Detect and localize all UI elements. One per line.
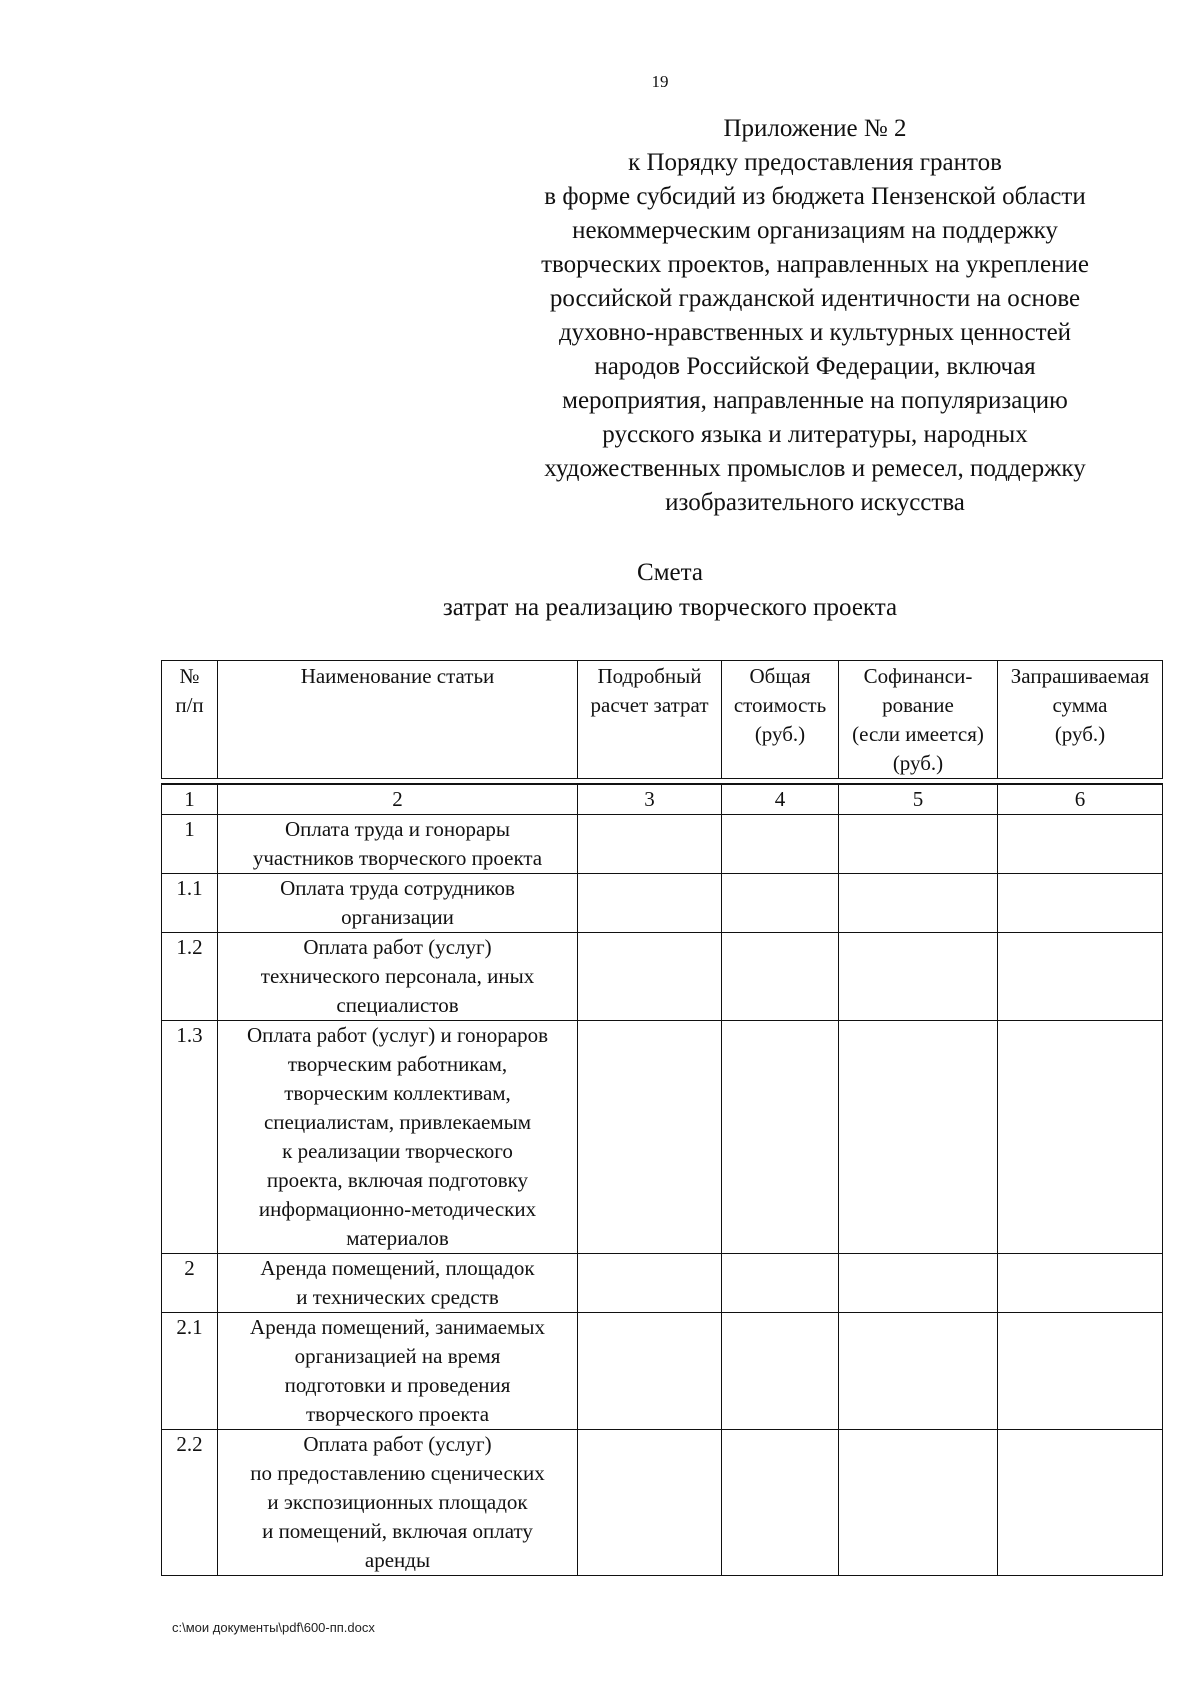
- appendix-line: изобразительного искусства: [665, 489, 965, 516]
- row-name-cell: [218, 874, 578, 933]
- cofinancing-cell: [839, 874, 998, 933]
- header-cell-number: [162, 661, 218, 779]
- cofinancing-cell: [839, 1021, 998, 1254]
- row-name-cell: [218, 1430, 578, 1576]
- row-name-line: Оплата работ (услуг) и гонораров: [246, 1023, 549, 1047]
- appendix-header: [470, 112, 1160, 520]
- row-number-cell: 2.2: [162, 1430, 218, 1576]
- requested-sum-cell: [998, 933, 1163, 1021]
- header-text: расчет затрат: [590, 693, 709, 717]
- detailed-calc-cell: [578, 1254, 722, 1313]
- row-number-cell: 1.3: [162, 1021, 218, 1254]
- header-text: Запрашиваемая: [1010, 664, 1150, 688]
- row-name-line: Аренда помещений, занимаемых: [250, 1315, 545, 1339]
- row-name-line: технического персонала, иных: [260, 964, 535, 988]
- appendix-line: творческих проектов, направленных на укрепление: [541, 251, 1089, 278]
- header-cell-name: [218, 661, 578, 779]
- table-row: [162, 874, 1163, 933]
- document-title: [300, 555, 1040, 625]
- table-body: [162, 815, 1163, 1576]
- total-cost-cell: [722, 1313, 839, 1430]
- table-row: [162, 1021, 1163, 1254]
- header-text: Наименование статьи: [300, 664, 495, 688]
- appendix-line: российской гражданской идентичности на основе: [549, 285, 1081, 312]
- cofinancing-cell: [839, 933, 998, 1021]
- table-row: [162, 1430, 1163, 1576]
- header-cell-requested-sum: [998, 661, 1163, 779]
- estimate-table: [161, 660, 1163, 1576]
- row-name-line: подготовки и проведения: [284, 1373, 511, 1397]
- row-number-cell: 2.1: [162, 1313, 218, 1430]
- estimate-table-container: [161, 660, 1162, 1576]
- column-number-row: [162, 784, 1163, 815]
- table-row: [162, 1313, 1163, 1430]
- column-number-cell: 3: [578, 784, 722, 815]
- column-number-cell: 6: [998, 784, 1163, 815]
- row-name-cell: [218, 1313, 578, 1430]
- header-text: (руб.): [754, 722, 806, 746]
- row-name-line: участников творческого проекта: [252, 846, 543, 870]
- requested-sum-cell: [998, 1021, 1163, 1254]
- detailed-calc-cell: [578, 1313, 722, 1430]
- row-name-line: Оплата труда сотрудников: [280, 876, 515, 900]
- appendix-line: мероприятия, направленные на популяризацию: [562, 387, 1068, 414]
- detailed-calc-cell: [578, 874, 722, 933]
- table-row: [162, 933, 1163, 1021]
- row-name-line: Аренда помещений, площадок: [260, 1256, 535, 1280]
- row-number-cell: 1: [162, 815, 218, 874]
- footer-file-path: c:\мои документы\pdf\600-пп.docx: [172, 1620, 375, 1635]
- appendix-line: русского языка и литературы, народных: [602, 421, 1028, 448]
- row-name-line: и экспозиционных площадок: [267, 1490, 528, 1514]
- header-text: Подробный: [597, 664, 702, 688]
- column-number-cell: 4: [722, 784, 839, 815]
- title-line-1: Смета: [637, 559, 703, 586]
- header-text: №: [179, 664, 200, 688]
- row-name-line: творческого проекта: [305, 1402, 490, 1426]
- row-number-cell: 2: [162, 1254, 218, 1313]
- row-name-cell: [218, 1254, 578, 1313]
- cofinancing-cell: [839, 1430, 998, 1576]
- row-name-line: проекта, включая подготовку: [266, 1168, 529, 1192]
- detailed-calc-cell: [578, 815, 722, 874]
- table-header-row: [162, 661, 1163, 779]
- header-cell-total-cost: [722, 661, 839, 779]
- requested-sum-cell: [998, 1313, 1163, 1430]
- row-name-cell: [218, 1021, 578, 1254]
- table-row: [162, 1254, 1163, 1313]
- requested-sum-cell: [998, 815, 1163, 874]
- cofinancing-cell: [839, 1254, 998, 1313]
- row-name-line: организацией на время: [294, 1344, 501, 1368]
- row-name-line: специалистов: [336, 993, 459, 1017]
- row-name-line: Оплата работ (услуг): [303, 935, 492, 959]
- header-text: (если имеется): [852, 722, 984, 746]
- requested-sum-cell: [998, 1430, 1163, 1576]
- row-name-line: организации: [341, 905, 454, 929]
- appendix-line: некоммерческим организациям на поддержку: [572, 217, 1058, 244]
- row-number-cell: 1.2: [162, 933, 218, 1021]
- cofinancing-cell: [839, 815, 998, 874]
- header-cell-cofinancing: [839, 661, 998, 779]
- header-text: п/п: [175, 693, 204, 717]
- header-text: Общая: [749, 664, 811, 688]
- row-name-cell: [218, 933, 578, 1021]
- row-name-line: творческим работникам,: [287, 1052, 508, 1076]
- header-text: сумма: [1052, 693, 1108, 717]
- row-name-line: информационно-методических: [258, 1197, 537, 1221]
- detailed-calc-cell: [578, 933, 722, 1021]
- row-name-line: специалистам, привлекаемым: [263, 1110, 532, 1134]
- header-text: Софинанси-: [863, 664, 973, 688]
- total-cost-cell: [722, 874, 839, 933]
- requested-sum-cell: [998, 874, 1163, 933]
- row-name-line: и технических средств: [296, 1285, 499, 1309]
- appendix-line: народов Российской Федерации, включая: [594, 353, 1036, 380]
- row-name-line: Оплата работ (услуг): [303, 1432, 492, 1456]
- total-cost-cell: [722, 815, 839, 874]
- row-name-line: аренды: [364, 1548, 431, 1572]
- total-cost-cell: [722, 933, 839, 1021]
- column-number-cell: 1: [162, 784, 218, 815]
- cofinancing-cell: [839, 1313, 998, 1430]
- row-name-line: материалов: [346, 1226, 449, 1250]
- requested-sum-cell: [998, 1254, 1163, 1313]
- table-row: [162, 815, 1163, 874]
- header-cell-detailed-calc: [578, 661, 722, 779]
- total-cost-cell: [722, 1430, 839, 1576]
- row-name-line: творческим коллективам,: [284, 1081, 511, 1105]
- appendix-line: в форме субсидий из бюджета Пензенской области: [544, 183, 1086, 210]
- column-number-cell: 2: [218, 784, 578, 815]
- appendix-line: к Порядку предоставления грантов: [628, 149, 1002, 176]
- appendix-line: художественных промыслов и ремесел, поддержку: [544, 455, 1086, 482]
- total-cost-cell: [722, 1254, 839, 1313]
- header-text: рование: [882, 693, 954, 717]
- page-number: 19: [651, 72, 669, 91]
- column-number-cell: 5: [839, 784, 998, 815]
- row-name-line: по предоставлению сценических: [250, 1461, 545, 1485]
- header-text: (руб.): [892, 751, 944, 775]
- header-text: стоимость: [733, 693, 827, 717]
- row-name-cell: [218, 815, 578, 874]
- appendix-line: духовно-нравственных и культурных ценностей: [558, 319, 1072, 346]
- row-name-line: к реализации творческого: [282, 1139, 513, 1163]
- header-text: (руб.): [1054, 722, 1106, 746]
- appendix-line: Приложение № 2: [723, 115, 907, 142]
- title-line-2: затрат на реализацию творческого проекта: [442, 594, 898, 621]
- total-cost-cell: [722, 1021, 839, 1254]
- row-number-cell: 1.1: [162, 874, 218, 933]
- row-name-line: и помещений, включая оплату: [262, 1519, 533, 1543]
- detailed-calc-cell: [578, 1430, 722, 1576]
- row-name-line: Оплата труда и гонорары: [284, 817, 510, 841]
- detailed-calc-cell: [578, 1021, 722, 1254]
